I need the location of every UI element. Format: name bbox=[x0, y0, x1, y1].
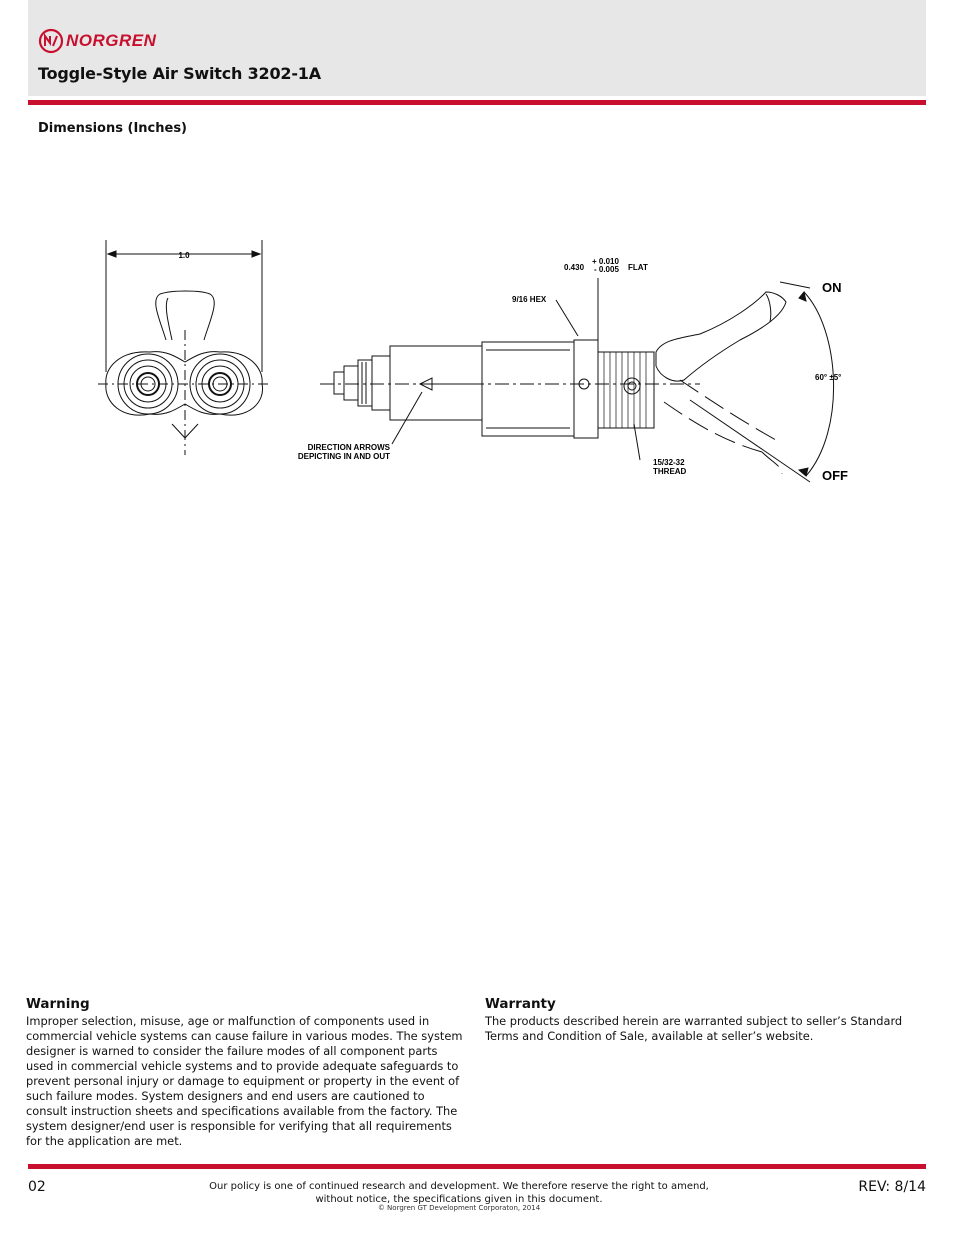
flat-minus-label: - 0.005 bbox=[594, 265, 619, 274]
warning-title: Warning bbox=[26, 996, 90, 1012]
brand-name: NORGREN bbox=[66, 31, 157, 50]
toggle-lever-on bbox=[656, 292, 786, 381]
revision-label: REV: 8/14 bbox=[858, 1179, 926, 1195]
dimension-drawing bbox=[0, 0, 954, 600]
page-number: 02 bbox=[28, 1179, 46, 1195]
angle-label: 60° ±5° bbox=[815, 373, 842, 382]
flat-plus-label: + 0.010 bbox=[592, 257, 619, 266]
warranty-text: The products described herein are warranted subject to seller’s Standard Terms and Condition of Sale, available at seller’s website. bbox=[485, 1014, 903, 1043]
dim-width-label: 1.0 bbox=[178, 251, 190, 260]
warranty-title: Warranty bbox=[485, 996, 556, 1012]
flat-label: FLAT bbox=[628, 263, 648, 272]
policy-line-1: Our policy is one of continued research and development. We therefore reserve the right to amend, bbox=[209, 1181, 709, 1192]
off-label: OFF bbox=[822, 468, 848, 483]
section-title: Dimensions (Inches) bbox=[38, 121, 187, 136]
direction-label-2: DEPICTING IN AND OUT bbox=[297, 452, 390, 461]
footer-divider bbox=[28, 1164, 926, 1169]
thread-label-1: 15/32-32 bbox=[653, 458, 685, 467]
threaded-bushing bbox=[598, 352, 654, 428]
on-label: ON bbox=[822, 280, 842, 295]
policy-line-2: without notice, the specifications given in this document. bbox=[315, 1194, 603, 1205]
policy-statement bbox=[200, 1180, 718, 1206]
warning-text: Improper selection, misuse, age or malfunction of components used in commercial vehicle systems can cause failure in various modes. The system designer is warned to consider the failure modes of all component parts used in commercial vehicle systems and to provide adequate safeguards to prevent personal injury or damage to equipment or property in the event of such failure modes. System designers and end users are cautioned to consult instruction sheets and specifications available from the factory. The system designer/end user is responsible for verifying that all requirements for the application are met. bbox=[26, 1014, 463, 1148]
hex-label: 9/16 HEX bbox=[512, 295, 547, 304]
copyright: © Norgren GT Development Corporaton, 2014 bbox=[377, 1204, 541, 1212]
thread-label-2: THREAD bbox=[653, 467, 687, 476]
direction-label-1: DIRECTION ARROWS bbox=[307, 443, 390, 452]
page-title: Toggle-Style Air Switch 3202-1A bbox=[38, 64, 321, 83]
flat-base-label: 0.430 bbox=[564, 263, 585, 272]
